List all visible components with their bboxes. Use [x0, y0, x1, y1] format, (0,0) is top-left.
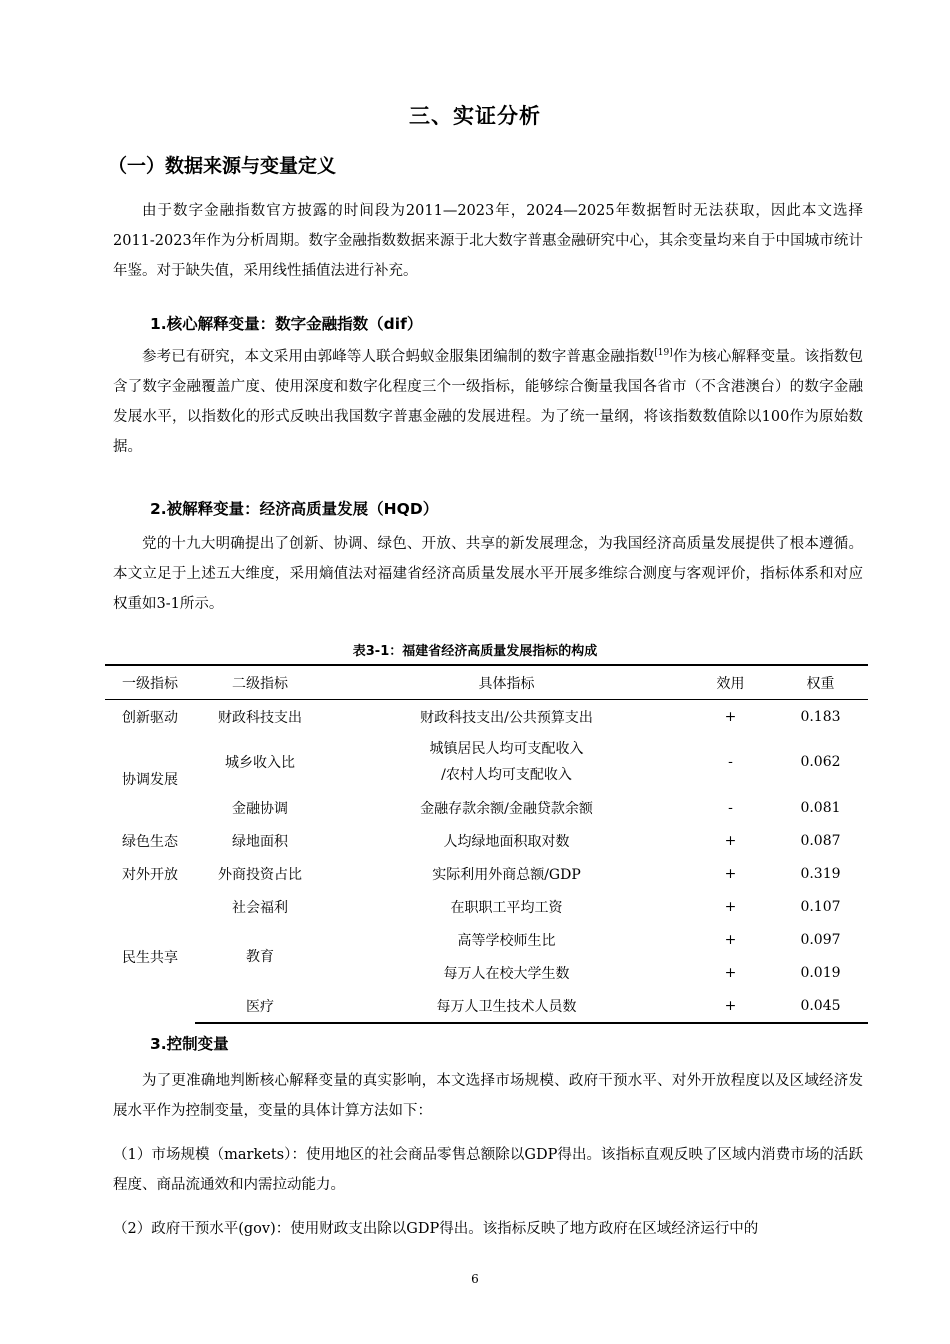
indicator-line-1: 城镇居民人均可支配收入 — [429, 741, 584, 757]
weight-cell: 0.045 — [773, 989, 868, 1023]
section-title: 三、实证分析 — [409, 104, 541, 128]
header-indicator: 具体指标 — [325, 665, 688, 700]
weight-cell: 0.319 — [800, 865, 841, 882]
secondary-cell: 城乡收入比 — [225, 755, 295, 771]
item3-paragraph: 为了更准确地判断核心解释变量的真实影响，本文选择市场规模、政府干预水平、对外开放程度以及区域经济发展水平作为控制变量，变量的具体计算方法如下： — [113, 1073, 863, 1119]
control-variable-1: （1）市场规模（markets）：使用地区的社会商品零售总额除以GDP得出。该指标直观反映了区域内消费市场的活跃程度、商品流通效和内需拉动能力。 — [113, 1147, 863, 1193]
effect-cell: + — [724, 964, 737, 981]
indicator-cell: 每万人卫生技术人员数 — [325, 989, 688, 1023]
weight-cell: 0.107 — [800, 898, 841, 915]
weight-cell: 0.019 — [800, 964, 841, 981]
table-row — [105, 923, 868, 956]
table-row — [105, 989, 868, 1023]
table-row — [105, 733, 868, 791]
indicator-cell — [325, 733, 688, 791]
weight-cell: 0.081 — [800, 799, 841, 816]
indicator-cell: 实际利用外商总额/GDP — [432, 866, 581, 883]
indicator-cell: 在职职工平均工资 — [450, 899, 563, 916]
effect-cell: - — [728, 754, 733, 770]
secondary-cell: 金融协调 — [232, 800, 288, 817]
item1-heading: 1.核心解释变量：数字金融指数（dif） — [150, 315, 423, 333]
item2-paragraph: 党的十九大明确提出了创新、协调、绿色、开放、共享的新发展理念，为我国经济高质量发展提供了根本遵循。本文立足于上述五大维度，采用熵值法对福建省经济高质量发展水平开展多维综合测度与客观评价，指标体系和对应权重如3-1所示。 — [113, 536, 863, 612]
header-secondary: 二级指标 — [195, 665, 325, 700]
page-number: 6 — [471, 1272, 479, 1286]
effect-cell: - — [728, 799, 733, 816]
weight-cell: 0.087 — [800, 832, 841, 849]
subsection-title: （一）数据来源与变量定义 — [108, 155, 337, 177]
primary-cell: 对外开放 — [122, 866, 178, 883]
table-row — [105, 890, 868, 923]
effect-cell: + — [688, 989, 773, 1023]
citation-19: [19] — [654, 348, 673, 358]
item2-heading: 2.被解释变量：经济高质量发展（HQD） — [150, 500, 439, 518]
weight-cell: 0.183 — [800, 708, 841, 725]
secondary-cell: 财政科技支出 — [218, 709, 302, 726]
indicator-cell: 金融存款余额/金融贷款余额 — [420, 800, 593, 817]
indicator-cell: 每万人在校大学生数 — [443, 965, 570, 982]
secondary-cell: 外商投资占比 — [218, 866, 302, 883]
table-row — [105, 857, 868, 890]
secondary-cell: 绿地面积 — [232, 833, 288, 850]
header-weight: 权重 — [773, 665, 868, 700]
item1-paragraph-part-b: 作为核心解释变量。该指数包含了数字金融覆盖广度、使用深度和数字化程度三个一级指标，能够综合衡量我国各省市（不含港澳台）的数字金融发展水平，以指数化的形式反映出我国数字普惠金融的发展进程。为了统一量纲，将该指数数值除以100作为原始数据。 — [113, 349, 863, 455]
primary-cell: 民生共享 — [122, 949, 178, 966]
indicator-cell: 财政科技支出/公共预算支出 — [420, 709, 593, 726]
table-row — [105, 824, 868, 857]
effect-cell: + — [724, 708, 737, 725]
indicator-line-2: /农村人均可支配收入 — [441, 767, 572, 783]
primary-cell: 协调发展 — [122, 771, 178, 788]
item3-heading: 3.控制变量 — [150, 1035, 229, 1053]
table-header-row — [105, 665, 868, 700]
indicator-table — [105, 664, 868, 1024]
item1-paragraph-part-a: 参考已有研究，本文采用由郭峰等人联合蚂蚁金服集团编制的数字普惠金融指数 — [142, 349, 655, 365]
table-caption: 表3-1：福建省经济高质量发展指标的构成 — [352, 644, 598, 659]
indicator-cell: 人均绿地面积取对数 — [443, 833, 570, 850]
item1-paragraph — [113, 342, 863, 462]
table-row — [105, 700, 868, 734]
secondary-cell: 医疗 — [195, 989, 325, 1023]
weight-cell: 0.097 — [800, 931, 841, 948]
header-primary: 一级指标 — [105, 665, 195, 700]
control-variable-2: （2）政府干预水平(gov)：使用财政支出除以GDP得出。该指标反映了地方政府在区域经济运行中的 — [113, 1221, 759, 1237]
effect-cell: + — [724, 931, 737, 948]
secondary-cell: 社会福利 — [232, 899, 288, 916]
secondary-cell: 教育 — [246, 949, 274, 965]
effect-cell: + — [724, 865, 737, 882]
primary-cell: 创新驱动 — [122, 709, 178, 726]
intro-paragraph: 由于数字金融指数官方披露的时间段为2011—2023年，2024—2025年数据暂时无法获取，因此本文选择2011-2023年作为分析周期。数字金融指数数据来源于北大数字普惠金融研究中心，其余变量均来自于中国城市统计年鉴。对于缺失值，采用线性插值法进行补充。 — [113, 203, 863, 279]
effect-cell: + — [724, 898, 737, 915]
header-effect: 效用 — [688, 665, 773, 700]
indicator-cell: 高等学校师生比 — [457, 932, 556, 949]
primary-cell: 绿色生态 — [122, 833, 178, 850]
weight-cell: 0.062 — [800, 754, 841, 770]
table-row — [105, 791, 868, 824]
effect-cell: + — [724, 832, 737, 849]
